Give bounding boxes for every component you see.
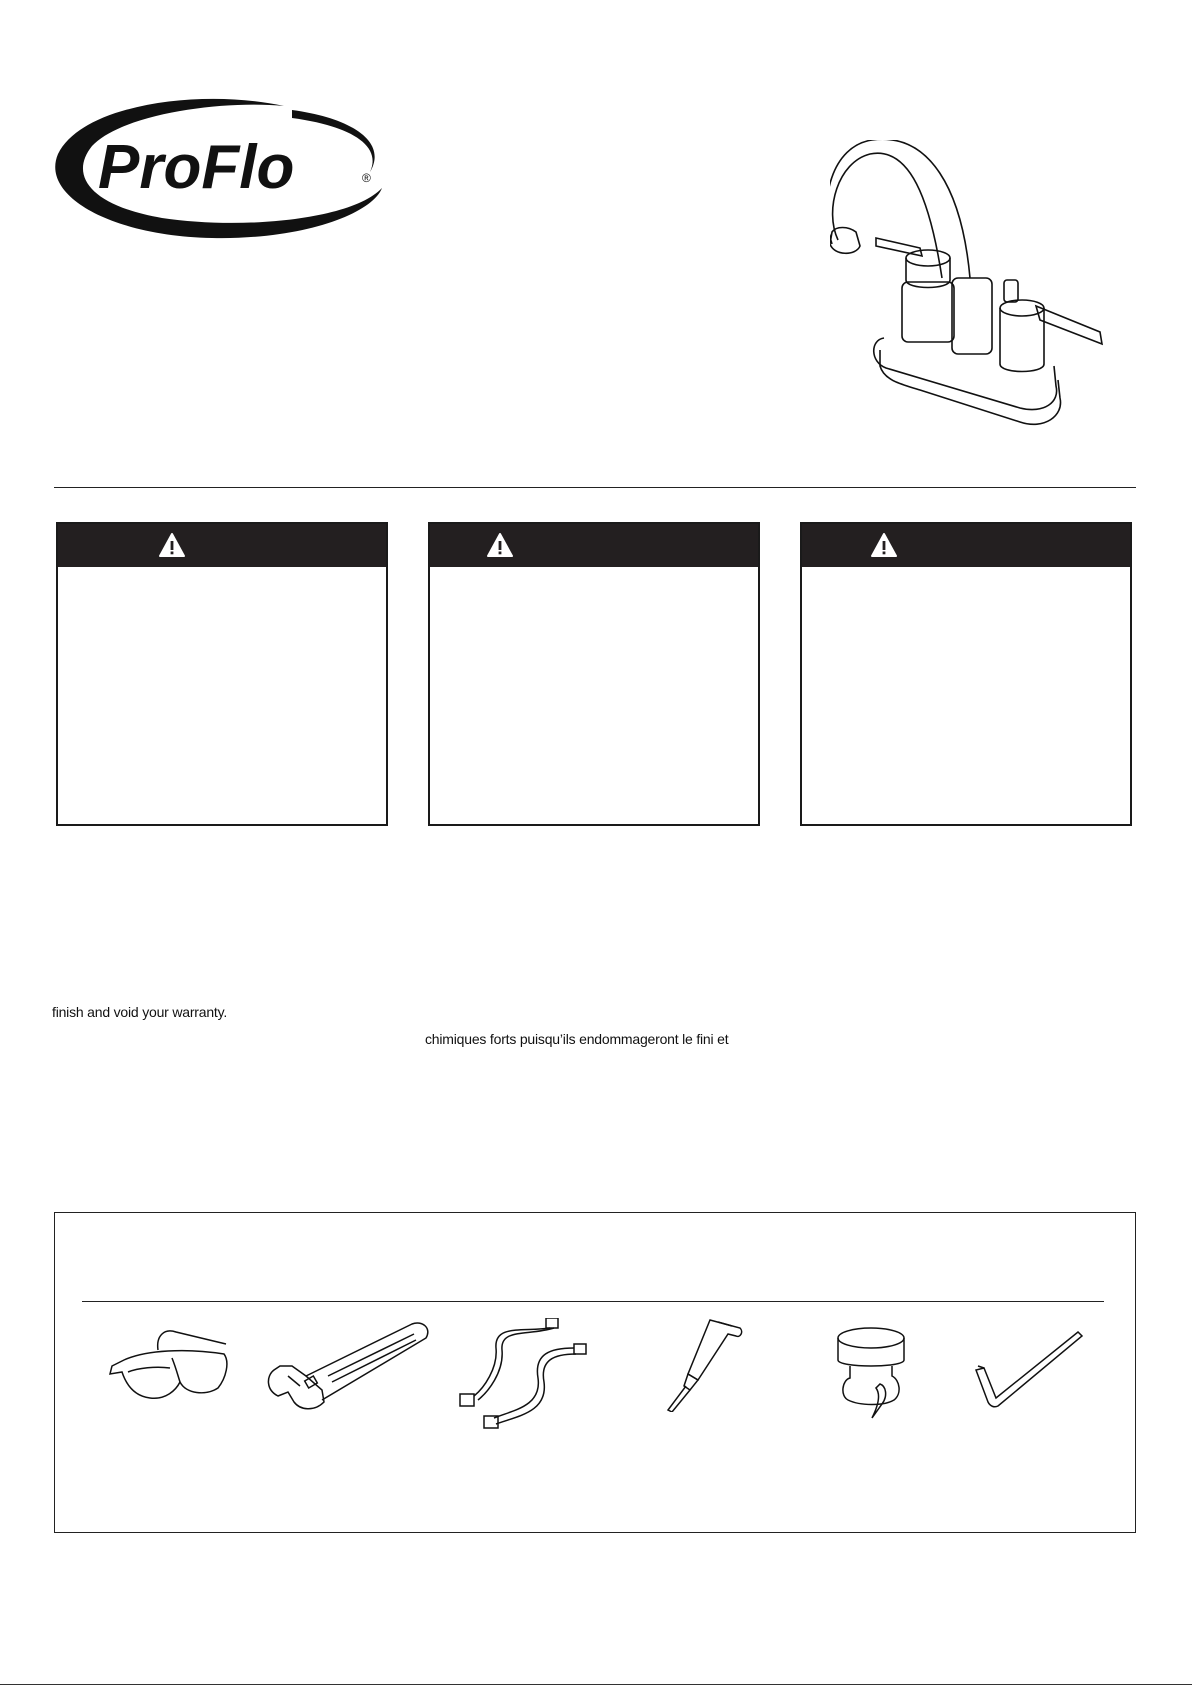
warning-header bbox=[58, 524, 386, 567]
brand-logo-graphic bbox=[52, 96, 402, 242]
section-divider bbox=[54, 487, 1136, 488]
warning-box-3 bbox=[800, 522, 1132, 826]
brand-name: ProFlo bbox=[98, 133, 295, 202]
brand-logo bbox=[52, 96, 402, 242]
safety-glasses-icon bbox=[106, 1328, 232, 1400]
care-text-french: chimiques forts puisqu’ils endommageront le fini et bbox=[425, 1031, 729, 1047]
warning-box-1 bbox=[56, 522, 388, 826]
faucet-illustration bbox=[830, 140, 1150, 440]
hex-key-icon bbox=[970, 1330, 1086, 1410]
thread-tape-icon bbox=[836, 1326, 906, 1420]
warning-triangle-icon bbox=[158, 532, 186, 558]
registered-mark: ® bbox=[362, 171, 371, 185]
supply-lines-icon bbox=[454, 1318, 588, 1432]
warning-box-2 bbox=[428, 522, 760, 826]
warning-header bbox=[430, 524, 758, 567]
tools-divider bbox=[82, 1301, 1104, 1302]
adjustable-wrench-icon bbox=[266, 1320, 432, 1416]
warning-header bbox=[802, 524, 1130, 567]
warning-triangle-icon bbox=[486, 532, 514, 558]
warning-triangle-icon bbox=[870, 532, 898, 558]
sealant-tube-icon bbox=[666, 1316, 746, 1412]
care-text-english: finish and void your warranty. bbox=[52, 1004, 228, 1020]
